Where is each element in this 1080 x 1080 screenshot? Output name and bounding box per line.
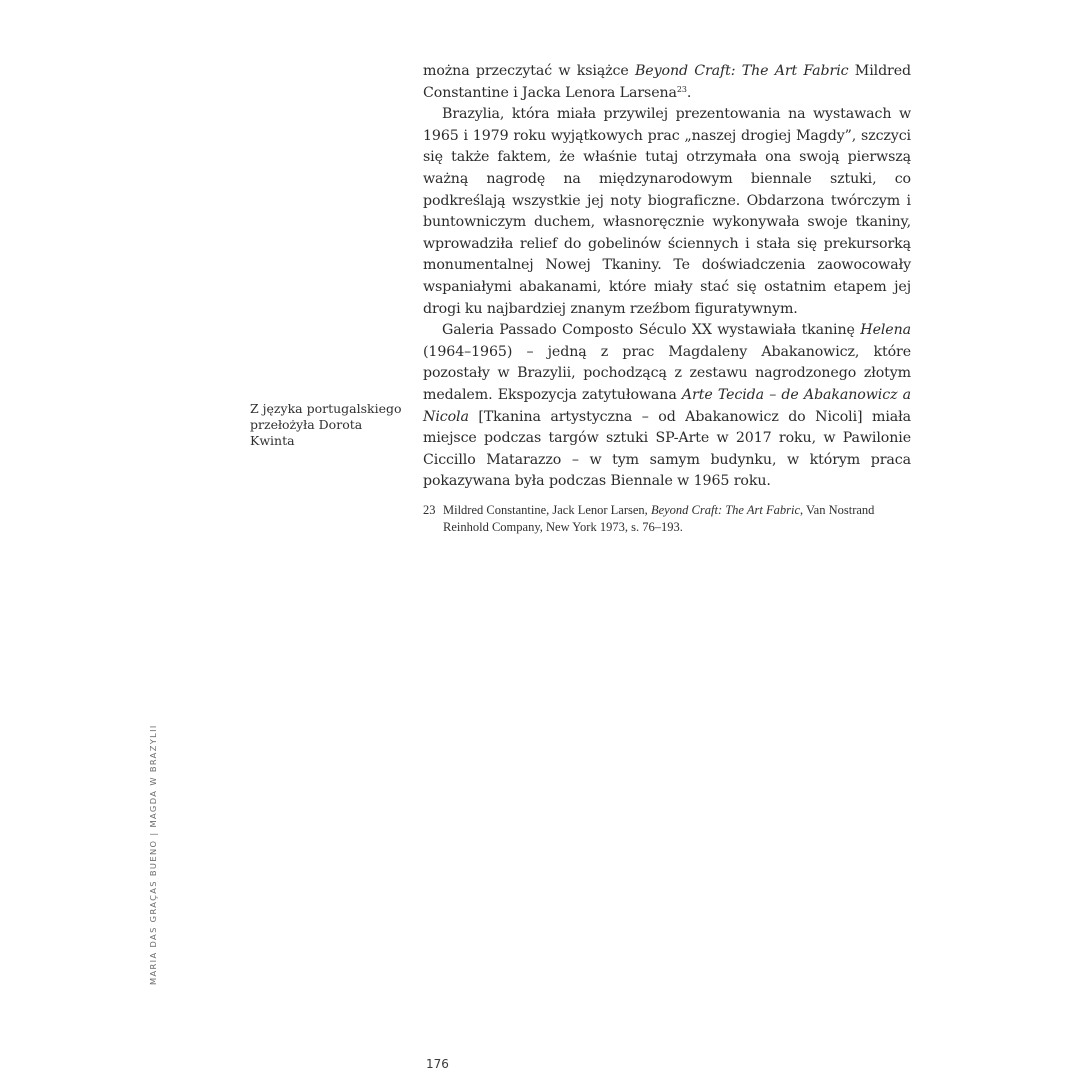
running-head-separator: | xyxy=(148,831,158,836)
paragraph-text: (1964–1965) – jedną z prac Magdaleny Abakanowicz, które pozostały w Brazylii, pochodzącą z zestawu nagrodzonego złotym medalem. Ekspozycja zatytułowana xyxy=(423,343,911,403)
paragraph-3 xyxy=(423,320,911,493)
footnote-authors: Mildred Constantine, Jack Lenor Larsen, xyxy=(443,503,651,517)
footnote-reference: 23 xyxy=(676,84,687,94)
paragraph-text: . xyxy=(686,84,692,101)
paragraph-text: Galeria Passado Composto Século XX wystawiała tkaninę xyxy=(442,322,861,339)
artwork-title: Helena xyxy=(860,322,911,339)
footnote xyxy=(423,502,913,535)
page-number: 176 xyxy=(426,1057,449,1071)
exhibition-title: Arte Tecida – de Abakanowicz a Nicola xyxy=(423,386,912,425)
running-head-author: MARIA DAS GRAÇAS BUENO xyxy=(148,839,158,985)
paragraph-text: można przeczytać w książce xyxy=(423,63,635,79)
running-head xyxy=(148,724,158,985)
paragraph-text: Mildred Constantine i Jacka Lenora Larsena xyxy=(423,63,912,101)
paragraph-text: [Tkanina artystyczna – od Abakanowicz do Nicoli] miała miejsce podczas targów sztuki SP-Arte w 2017 roku, w Pawilonie Ciccillo Matarazzo – w tym samym budynku, w którym praca pokazywana była podczas Biennale w 1965 roku. xyxy=(423,408,911,490)
paragraph-1 xyxy=(423,61,911,104)
book-title: Beyond Craft: The Art Fabric xyxy=(634,63,849,79)
footnote-book-title: Beyond Craft: The Art Fabric xyxy=(650,503,800,517)
footnote-publication: , Van Nostrand Reinhold Company, New York 1973, s. 76–193. xyxy=(443,503,875,534)
body-text xyxy=(423,61,911,493)
translator-note: Z języka portugalskiego przełożyła Dorota Kwinta xyxy=(250,401,402,448)
paragraph-2: Brazylia, która miała przywilej prezentowania na wystawach w 1965 i 1979 roku wyjątkowych prac „naszej drogiej Magdy”, szczyci się także faktem, że właśnie tutaj otrzymała ona swoją pierwszą ważną nagrodę na międzynarodowym biennale sztuki, co podkreślają wszystkie jej noty biograficzne. Obdarzona twórczym i buntowniczym duchem, własnoręcznie wykonywała swoje tkaniny, wprowadziła relief do gobelinów ściennych i stała się prekursorką monumentalnej Nowej Tkaniny. Te doświadczenia zaowocowały wspaniałymi abakanami, które miały stać się ostatnim etapem jej drogi ku najbardziej znanym rzeźbom figuratywnym. xyxy=(423,106,911,317)
running-head-title: MAGDA W BRAZYLII xyxy=(148,724,158,828)
footnote-number: 23 xyxy=(423,503,436,517)
footnote-text xyxy=(443,502,913,535)
